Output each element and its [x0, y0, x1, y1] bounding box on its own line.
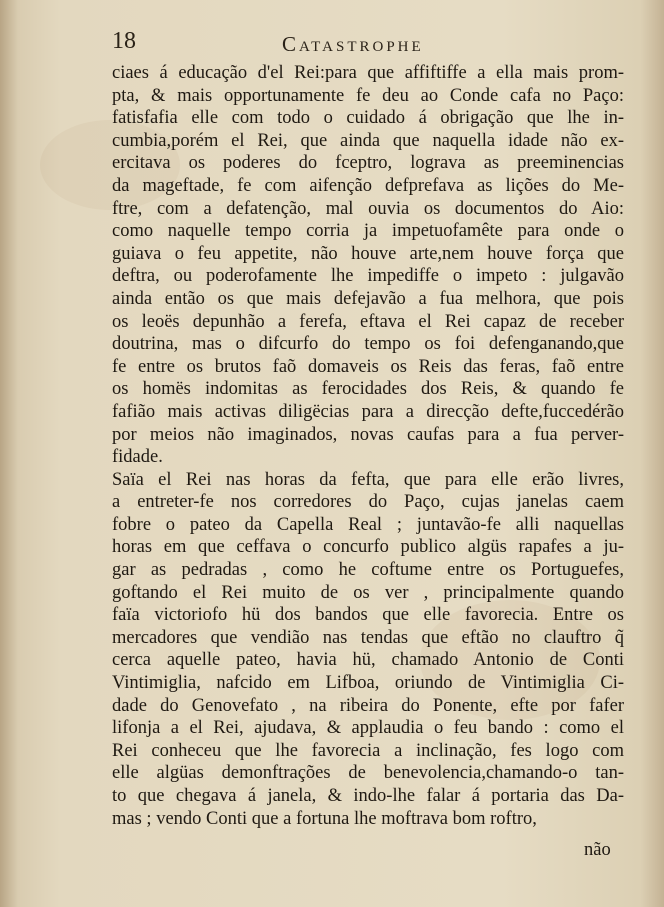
text-line: mercadores que vendião nas tendas que eftão no clauftro q̃ [112, 627, 624, 648]
text-line: fobre o pateo da Capella Real ; juntavão-fe alli naquellas [112, 514, 624, 535]
text-line: deftra, ou poderofamente lhe impediffe o impeto : julgavão [112, 266, 624, 287]
text-line: gar as pedradas , como he coftume entre os Portuguefes, [112, 560, 624, 581]
text-line: fafião mais activas diligëcias para a direcção defte,fuccedérão [112, 401, 624, 422]
text-line: fe entre os brutos faõ domaveis os Reis das feras, faõ entre [112, 356, 624, 377]
text-line: Rei conheceu que lhe favorecia a inclinação, fes logo com [112, 740, 624, 761]
text-line: dade do Genovefato , na ribeira do Ponente, efte por fafer [112, 695, 624, 716]
text-line: faïa victoriofo hü dos bandos que elle favorecia. Entre os [112, 605, 624, 626]
text-line: da mageftade, fe com aifenção defprefava as lições do Me- [112, 175, 624, 196]
page-number: 18 [112, 28, 136, 54]
text-line: Vintimiglia, nafcido em Lifboa, oriundo de Vintimiglia Ci- [112, 673, 624, 694]
text-line: ainda então os que mais defejavão a fua melhora, que pois [112, 288, 624, 309]
text-line: a entreter-fe nos corredores do Paço, cujas janelas caem [112, 492, 624, 513]
body-text [112, 62, 624, 830]
text-line: fatisfafia elle com todo o cuidado á obrigação que lhe in- [112, 108, 624, 129]
text-line: lifonja a el Rei, ajudava, & applaudia o feu bando : como el [112, 718, 624, 739]
text-line: pta, & mais opportunamente fe deu ao Conde cafa no Paço: [112, 85, 624, 106]
text-line: os leoës depunhão a ferefa, eftava el Rei capaz de receber [112, 311, 624, 332]
text-line: Saïa el Rei nas horas da fefta, que para elle erão livres, [112, 469, 624, 490]
text-line: fidade. [112, 447, 163, 468]
text-line: goftando el Rei muito de os ver , principalmente quando [112, 582, 624, 603]
catchword: não [584, 840, 611, 860]
text-line: doutrina, mas o difcurfo do tempo os foi defenganando,que [112, 334, 624, 355]
text-line: como naquelle tempo corria ja impetuofamête para onde o [112, 221, 624, 242]
text-line: por meios não imaginados, novas caufas para a fua perver- [112, 424, 624, 445]
text-line: ercitava os poderes do fceptro, lograva as preeminencias [112, 153, 624, 174]
text-line: os homës indomitas as ferocidades dos Reis, & quando fe [112, 379, 624, 400]
text-line: cumbia,porém el Rei, que ainda que naquella idade não ex- [112, 130, 624, 151]
text-line: to que chegava á janela, & indo-lhe falar á portaria das Da- [112, 786, 624, 806]
text-line: guiava o feu appetite, não houve arte,nem houve força que [112, 243, 624, 264]
text-line: horas em que ceffava o concurfo publico algüs rapafes a ju- [112, 537, 624, 558]
running-title: Catastrophe [282, 32, 424, 56]
page-header [112, 28, 622, 58]
text-line: cerca aquelle pateo, havia hü, chamado Antonio de Conti [112, 650, 624, 671]
text-line: ciaes á educação d'el Rei:para que affiftiffe a ella mais prom- [112, 63, 624, 83]
text-line: mas ; vendo Conti que a fortuna lhe moftrava bom roftro, [112, 808, 537, 829]
text-line: elle algüas demonftrações de benevolencia,chamando-o tan- [112, 763, 624, 784]
text-line: ftre, com a defatenção, mal ouvia os documentos do Aio: [112, 198, 624, 219]
